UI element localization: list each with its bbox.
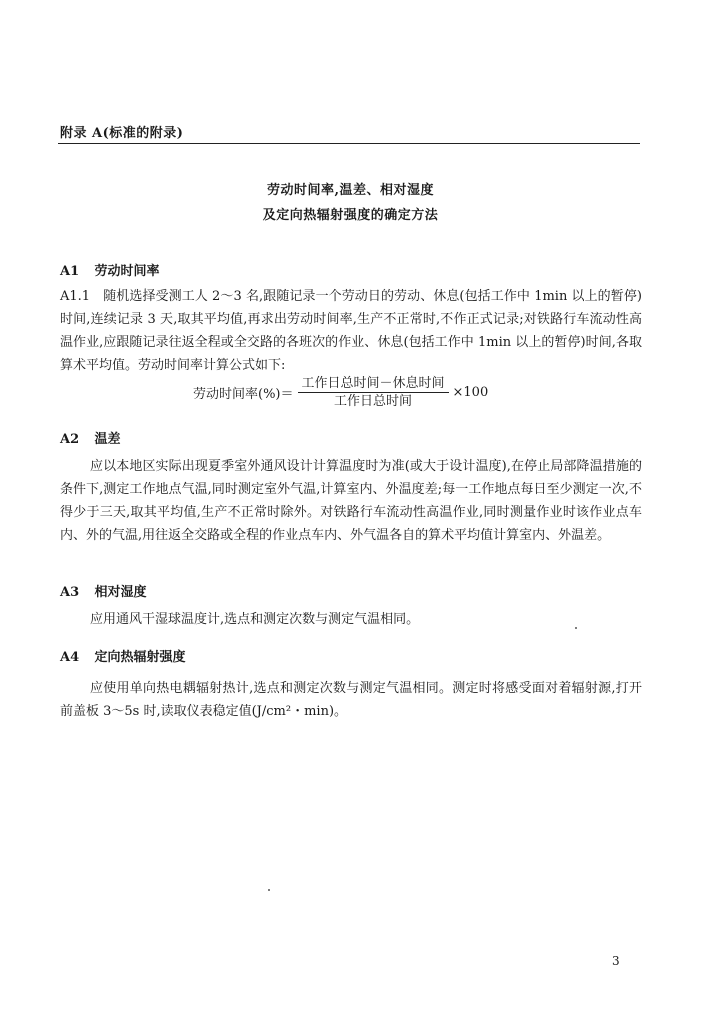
formula-numerator: 工作日总时间－休息时间	[298, 376, 449, 393]
formula-fraction	[298, 376, 449, 409]
title-line-1: 劳动时间率,温差、相对湿度	[266, 183, 435, 198]
labor-time-rate-formula	[193, 376, 488, 409]
section-a1-heading	[60, 260, 160, 279]
title-line-2: 及定向热辐射强度的确定方法	[262, 208, 439, 223]
section-a3-paragraph: 应用通风干湿球温度计,选点和测定次数与测定气温相同。	[90, 612, 420, 627]
annex-label: 附录 A(标准的附录)	[60, 126, 184, 141]
scan-speck	[575, 627, 577, 629]
section-number: A1	[60, 264, 80, 279]
scan-speck	[268, 889, 270, 891]
section-number: A3	[60, 585, 80, 600]
section-title: 温差	[94, 432, 121, 447]
formula-denominator: 工作日总时间	[334, 394, 413, 409]
section-title: 劳动时间率	[94, 264, 160, 279]
section-a3-heading	[60, 581, 147, 600]
formula-lhs: 劳动时间率(%)＝	[193, 387, 294, 402]
section-a2-paragraph: 应以本地区实际出现夏季室外通风设计计算温度时为准(或大于设计温度),在停止局部降温措施的条件下,测定工作地点气温,同时测定室外气温,计算室内、外温度差;每一工作地点每日至少测定一次,不得少于三天,取其平均值,生产不正常时除外。对铁路行车流动性高温作业,同时测量作业时该作业点车内、外的气温,用往返全交路或全程的作业点车内、外气温各自的算术平均值计算室内、外温差。	[60, 459, 642, 543]
formula-rhs: ×100	[452, 385, 489, 400]
section-title: 定向热辐射强度	[94, 650, 186, 665]
section-number: A4	[60, 650, 80, 665]
section-a1-paragraph: A1.1 随机选择受测工人 2～3 名,跟随记录一个劳动日的劳动、休息(包括工作中 1min 以上的暂停)时间,连续记录 3 天,取其平均值,再求出劳动时间率,生产不正常时,不作正式记录;对铁路行车流动性高温作业,应跟随记录往返全程或全交路的各班次的作业、休息(包括工作中 1min 以上的暂停)时间,各取算术平均值。劳动时间率计算公式如下:	[60, 289, 642, 373]
section-title: 相对湿度	[94, 585, 147, 600]
section-a4-heading	[60, 646, 186, 665]
header-rule	[58, 143, 640, 144]
section-a2-heading	[60, 428, 121, 447]
section-a4-paragraph: 应使用单向热电耦辐射热计,选点和测定次数与测定气温相同。测定时将感受面对着辐射源,打开前盖板 3～5s 时,读取仪表稳定值(J/cm²・min)。	[60, 681, 642, 719]
page-number: 3	[612, 954, 620, 968]
section-number: A2	[60, 432, 80, 447]
